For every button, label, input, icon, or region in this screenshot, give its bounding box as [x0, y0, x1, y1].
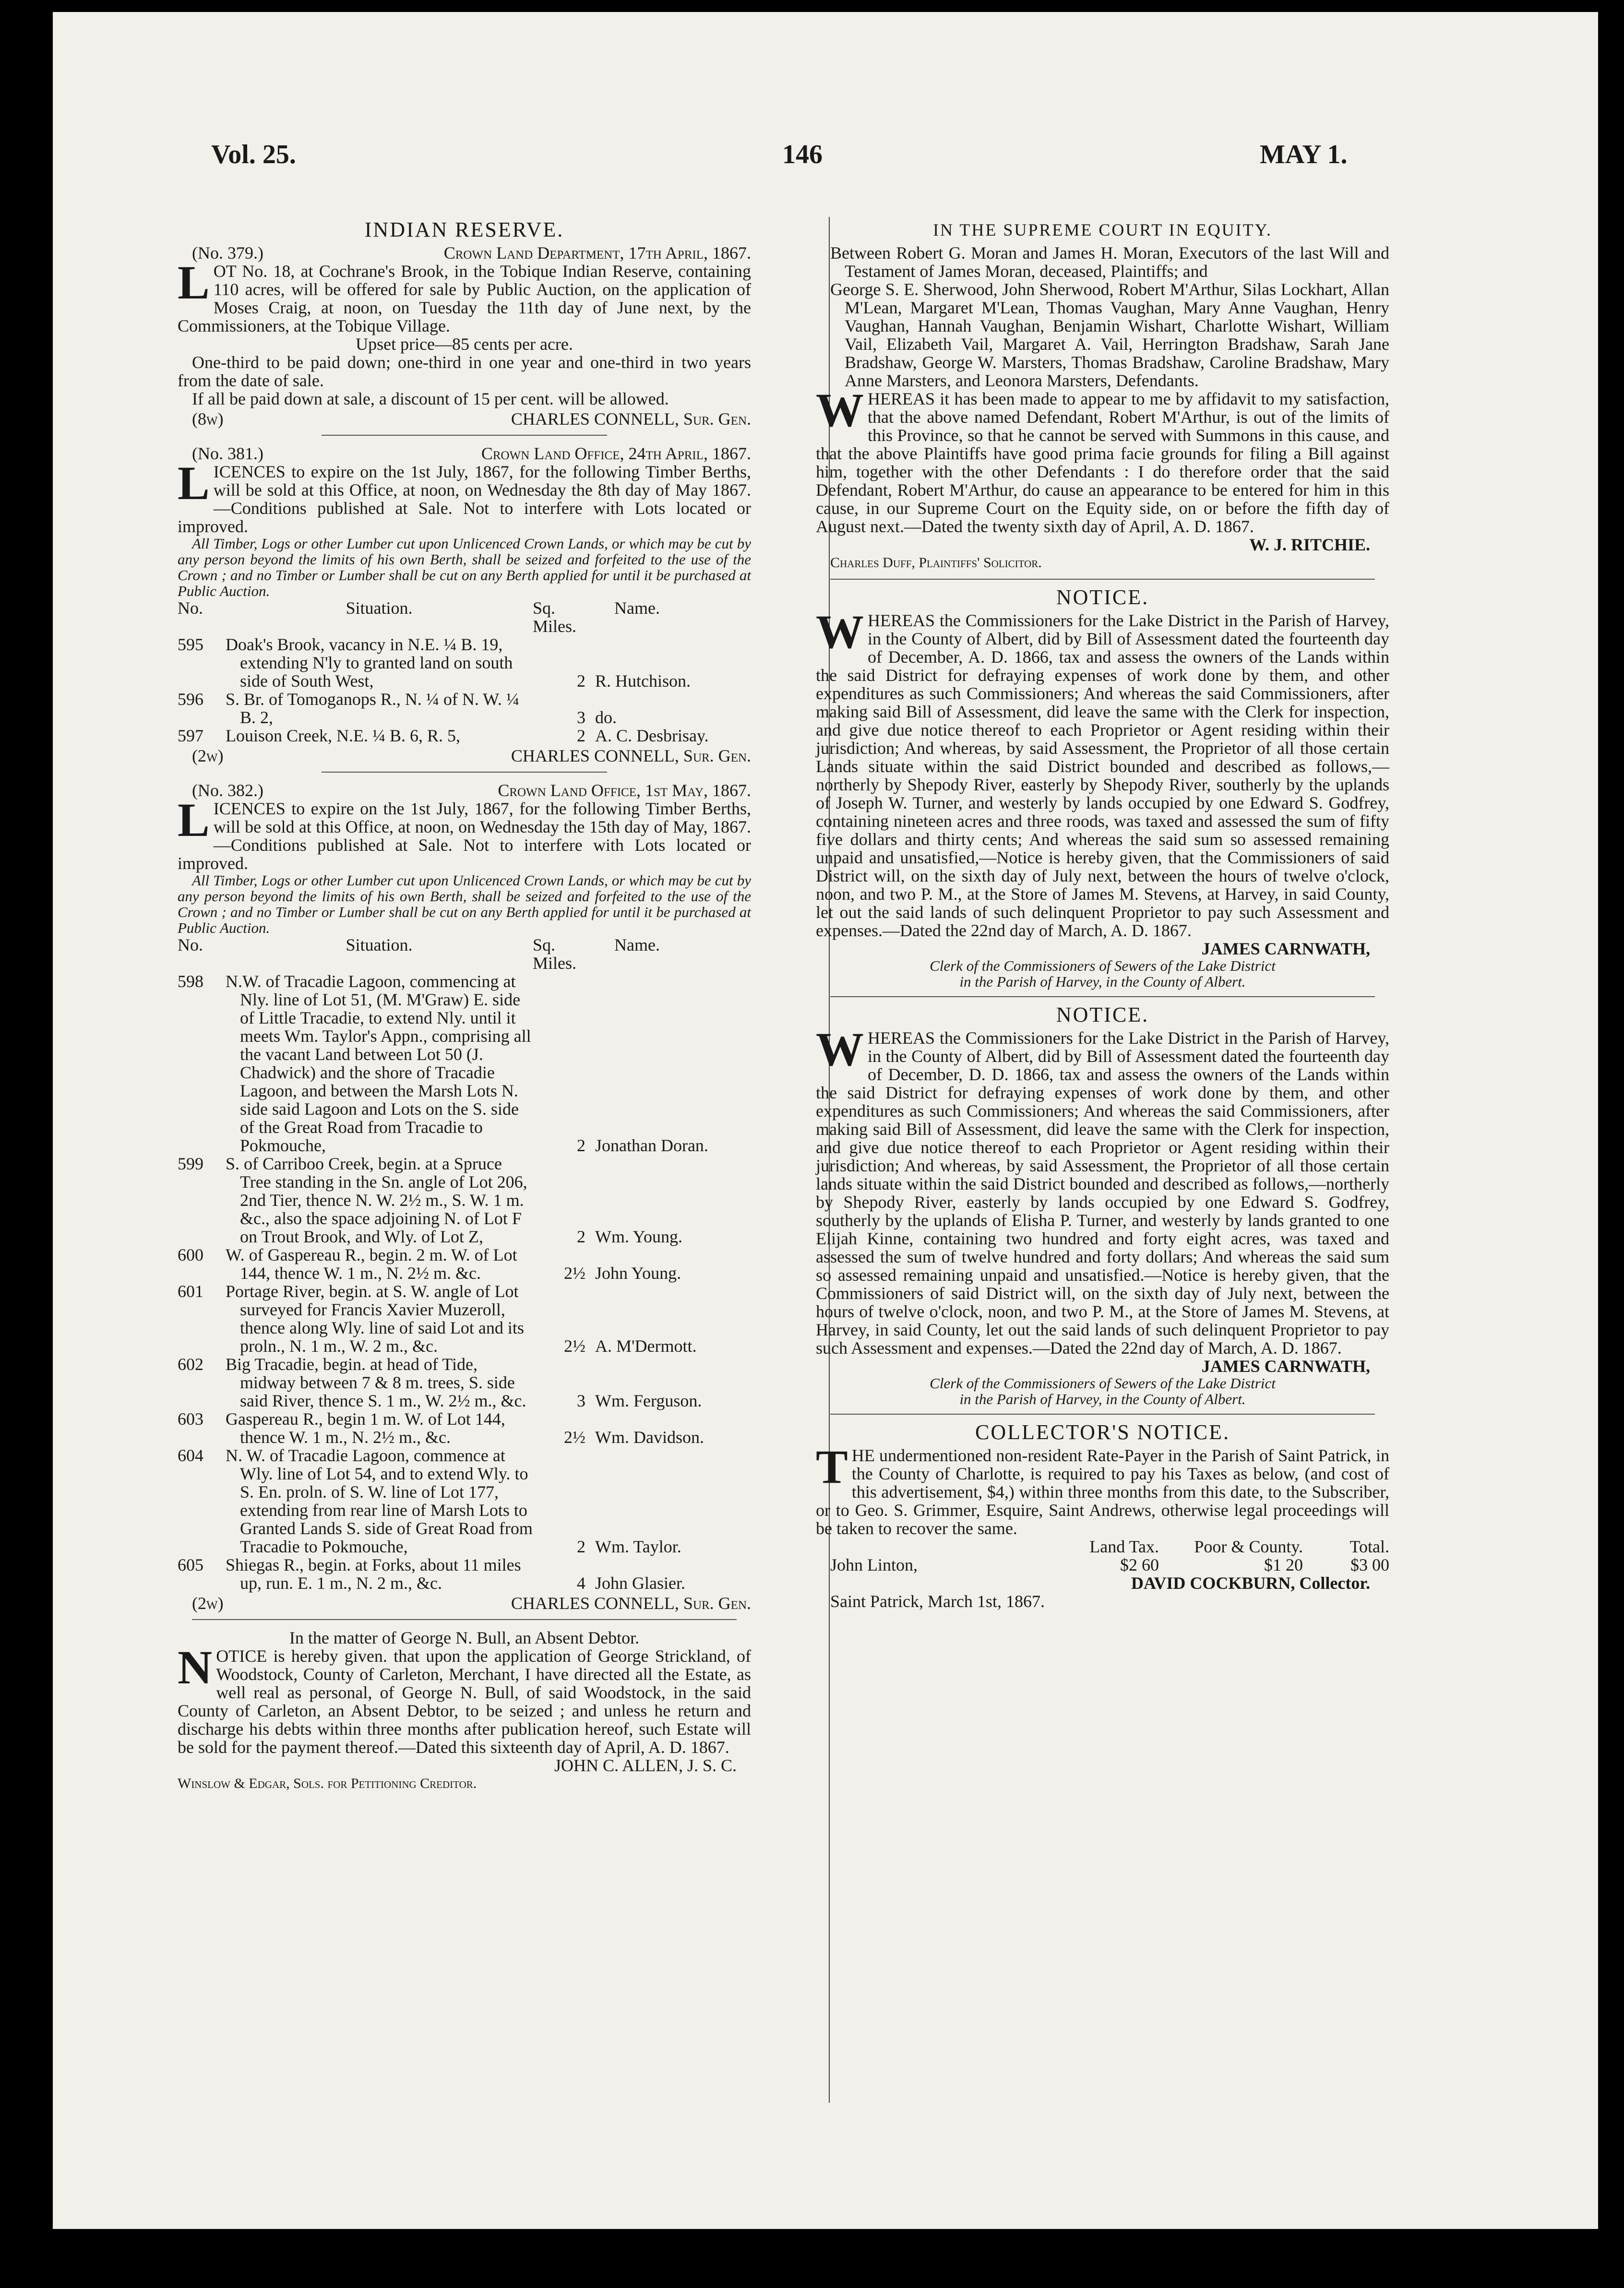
- table-header: [178, 936, 751, 972]
- applicant-name: Wm. Davidson.: [595, 1428, 704, 1447]
- drop-cap: L: [178, 793, 210, 846]
- berth-situation: S. of Carriboo Creek, begin. at a Spruce Tree standing in the Sn. angle of Lot 206, 2nd Tier, thence N. W. 2½ m., S. W. 1 m. &c., also the space adjoining N. of Lot F on Trout Brook, and Wly. of Lot Z,: [226, 1154, 527, 1246]
- notice-number: (No. 379.): [192, 243, 263, 262]
- body-text: HEREAS it has been made to appear to me by affidavit to my satisfaction, that the above named Defendant, Robert M'Arthur, is out of the limits of this Province, so that he cannot be served with Summons in this cause, and that the above Plaintiffs have good prima facie grounds for filing a Bill against him, together with the other Defendants : I do therefore order that the said Defendant, Robert M'Arthur, do cause an appearance to be entered for him in this cause, in our Supreme Court on the Equity side, on or before the fifth day of August next.—Dated the twenty sixth day of April, A. D. 1867.: [816, 389, 1389, 536]
- drop-cap: W: [816, 1023, 864, 1076]
- col-header: Sq. Miles.: [533, 598, 577, 636]
- berth-sq-miles: 3: [577, 708, 585, 727]
- col-header: No.: [178, 935, 203, 954]
- berth-sq-miles: 4: [577, 1573, 585, 1593]
- notice-number: (No. 381.): [192, 444, 263, 463]
- drop-cap: N: [178, 1641, 213, 1694]
- dateline: Saint Patrick, March 1st, 1867.: [830, 1592, 1045, 1611]
- upset-price: Upset price—85 cents per acre.: [356, 334, 573, 354]
- berth-situation: S. Br. of Tomoganops R., N. ¼ of N. W. ¼ B. 2,: [226, 690, 519, 727]
- table-row: [178, 1246, 751, 1282]
- berth-sq-miles: 2: [577, 1227, 585, 1246]
- plaintiffs: Between Robert G. Moran and James H. Moran, Executors of the last Will and Testament of James Moran, deceased, Plaintiffs; and: [830, 243, 1389, 281]
- absent-debtor-body: [178, 1641, 751, 1757]
- land-tax: $2 60: [1120, 1555, 1159, 1574]
- notice-title: NOTICE.: [1056, 585, 1149, 609]
- col-header: Total.: [1349, 1537, 1389, 1556]
- notice-office-date: Crown Land Department, 17th April, 1867.: [443, 243, 751, 262]
- signature: DAVID COCKBURN, Collector.: [1131, 1573, 1370, 1593]
- notice-number: (No. 382.): [192, 781, 263, 800]
- col-header: Poor & County.: [1194, 1537, 1303, 1556]
- absent-debtor-title: In the matter of George N. Bull, an Absent Debtor.: [289, 1628, 640, 1647]
- berth-number: 603: [178, 1409, 203, 1429]
- berth-number: 604: [178, 1446, 203, 1465]
- signature: W. J. RITCHIE.: [1249, 535, 1370, 554]
- applicant-name: do.: [595, 708, 617, 727]
- col-header: Situation.: [346, 935, 413, 954]
- applicant-name: A. M'Dermott.: [595, 1336, 697, 1356]
- clerk-title: Clerk of the Commissioners of Sewers of the Lake District: [930, 1375, 1276, 1392]
- berth-number: 601: [178, 1282, 203, 1301]
- page-number: 146: [782, 140, 823, 169]
- berth-situation: Big Tracadie, begin. at head of Tide, midway between 7 & 8 m. trees, S. side said River, thence S. 1 m., W. 2½ m., &c.: [226, 1355, 526, 1410]
- berth-number: 598: [178, 972, 203, 991]
- clerk-title: in the Parish of Harvey, in the County of Albert.: [959, 973, 1246, 990]
- signature-line: [178, 1594, 751, 1612]
- berth-sq-miles: 2: [577, 1537, 585, 1556]
- applicant-name: John Young.: [595, 1263, 681, 1283]
- berth-situation: Doak's Brook, vacancy in N.E. ¼ B. 19, extending N'ly to granted land on south side of South West,: [226, 635, 513, 691]
- ratepayer-name: John Linton,: [830, 1555, 918, 1574]
- section-rule: [322, 435, 607, 436]
- indian-reserve-title: INDIAN RESERVE.: [364, 218, 564, 241]
- applicant-name: John Glasier.: [595, 1573, 685, 1593]
- berth-situation: Louison Creek, N.E. ¼ B. 6, R. 5,: [226, 726, 460, 745]
- signature: JAMES CARNWATH,: [1201, 1357, 1370, 1376]
- berth-sq-miles: 2: [577, 726, 585, 745]
- body-text: HEREAS the Commissioners for the Lake District in the Parish of Harvey, in the County of Albert, did by Bill of Assessment dated the fourteenth day of December, A. D. 1866, tax and assess the owners of the Lands within the said District for defraying expenses of work done by them, and other expenditures as such Commissioners; And whereas the said Commissioners, after making said Bill of Assessment, did leave the same with the Clerk for inspection, and give due notice thereof to each Proprietor or Agent residing within their jurisdiction; And whereas, by said Assessment, the Proprietor of all those certain Lands situate within the said District bounded and described as follows,—northerly by Shepody River, easterly by Shepody River, southerly by the uplands of Joseph W. Turner, and westerly by lands occupied by one Edward S. Godfrey, containing nineteen acres and three roods, was taxed and assessed the sum of fifty five dollars and thirty cents; And whereas the said sum so assessed remaining unpaid and unsatisfied,—Notice is hereby given, that the Commissioners of said District will, on the sixth day of July next, between the hours of twelve o'clock, noon, and two P. M., at the Store of James M. Stevens, at Harvey, in said County, let out the said lands of such delinquent Proprietor to pay such Assessment and expenses.—Dated the 22nd day of March, A. D. 1867.: [816, 611, 1389, 940]
- notice-body: [816, 1023, 1389, 1358]
- col-header: No.: [178, 598, 203, 618]
- berth-situation: Portage River, begin. at S. W. angle of Lot surveyed for Francis Xavier Muzeroll, thence along Wly. line of said Lot and its proln., N. 1 m., W. 2 m., &c.: [226, 1282, 524, 1356]
- section-rule: [192, 1619, 737, 1620]
- col-header: Name.: [614, 935, 660, 954]
- table-row: [178, 727, 751, 745]
- table-row: [178, 1446, 751, 1556]
- signature: CHARLES CONNELL, Sur. Gen.: [511, 409, 751, 429]
- tax-table-header: [816, 1537, 1389, 1556]
- signature: CHARLES CONNELL, Sur. Gen.: [511, 1594, 751, 1613]
- berth-number: 605: [178, 1555, 203, 1574]
- berth-table: [178, 972, 751, 1592]
- table-row: [178, 1410, 751, 1446]
- table-row: [816, 1556, 1389, 1574]
- berth-situation: W. of Gaspereau R., begin. 2 m. W. of Lot 144, thence W. 1 m., N. 2½ m. &c.: [226, 1245, 517, 1283]
- table-header: [178, 599, 751, 635]
- notice-title: NOTICE.: [1056, 1003, 1149, 1026]
- timber-warning: All Timber, Logs or other Lumber cut upon Unlicenced Crown Lands, or which may be cut by any person beyond the limits of his own Berth, shall be seized and forfeited to the use of the Crown ; and no Timber or Lumber shall be cut on any Berth applied for until it be purchased at Public Auction.: [178, 872, 751, 936]
- poor-county-tax: $1 20: [1264, 1555, 1303, 1574]
- applicant-name: Wm. Young.: [595, 1227, 683, 1246]
- issue-date: MAY 1.: [1260, 140, 1348, 169]
- drop-cap: L: [178, 456, 210, 510]
- body-text: OTICE is hereby given. that upon the application of George Strickland, of Woodstock, County of Carleton, Merchant, I have directed all the Estate, as well real as personal, of George N. Bull, of said Woodstock, in the said County of Carleton, an Absent Debtor, to be seized ; and unless he return and discharge his debts within three months after publication hereof, such Estate will be sold for the payment thereof.—Dated this sixteenth day of April, A. D. 1867.: [178, 1646, 751, 1757]
- insertion-code: (2w): [192, 1594, 224, 1613]
- berth-sq-miles: 2½: [564, 1263, 585, 1283]
- signature-line: [178, 747, 751, 765]
- col-header: Land Tax.: [1089, 1537, 1159, 1556]
- body-text: HE undermentioned non-resident Rate-Payer in the Parish of Saint Patrick, in the County of Charlotte, is required to pay his Taxes as below, (and cost of this advertisement, $4,) within three months from this date, to the Subscriber, or to Geo. S. Grimmer, Esquire, Saint Andrews, otherwise legal proceedings will be taken to recover the same.: [816, 1446, 1389, 1538]
- timber-warning: All Timber, Logs or other Lumber cut upon Unlicenced Crown Lands, or which may be cut by any person beyond the limits of his own Berth, shall be seized and forfeited to the use of the Crown ; and no Timber or Lumber shall be cut on any Berth applied for until it be purchased at Public Auction.: [178, 535, 751, 599]
- berth-number: 600: [178, 1245, 203, 1264]
- solicitor: Charles Duff, Plaintiffs' Solicitor.: [830, 555, 1042, 571]
- table-row: [178, 1282, 751, 1355]
- table-row: [178, 635, 751, 690]
- col-header: Situation.: [346, 598, 413, 618]
- berth-number: 597: [178, 726, 203, 745]
- berth-sq-miles: 2: [577, 1136, 585, 1155]
- insertion-code: (8w): [192, 409, 224, 429]
- licence-body: [178, 793, 751, 873]
- notice-ref: [192, 444, 751, 463]
- drop-cap: L: [178, 256, 210, 309]
- berth-situation: Shiegas R., begin. at Forks, about 11 miles up, run. E. 1 m., N. 2 m., &c.: [226, 1555, 521, 1593]
- left-column: [178, 218, 751, 1793]
- equity-body: [816, 383, 1389, 536]
- signature: CHARLES CONNELL, Sur. Gen.: [511, 746, 751, 765]
- clerk-title: in the Parish of Harvey, in the County of Albert.: [959, 1391, 1246, 1407]
- table-row: [178, 1355, 751, 1410]
- body-text: OT No. 18, at Cochrane's Brook, in the Tobique Indian Reserve, containing 110 acres, will be offered for sale by Public Auction, on the application of Moses Craig, at noon, on Tuesday the 11th day of June next, by the Commissioners, at the Tobique Village.: [178, 262, 751, 335]
- licence-body: [178, 456, 751, 536]
- applicant-name: R. Hutchison.: [595, 671, 691, 691]
- signature: JOHN C. ALLEN, J. S. C.: [554, 1756, 737, 1775]
- berth-table: [178, 635, 751, 745]
- drop-cap: W: [816, 605, 864, 658]
- applicant-name: Jonathan Doran.: [595, 1136, 708, 1155]
- applicant-name: Wm. Taylor.: [595, 1537, 681, 1556]
- solicitors: Winslow & Edgar, Sols. for Petitioning Creditor.: [178, 1776, 477, 1791]
- applicant-name: A. C. Desbrisay.: [595, 726, 709, 745]
- volume-number: Vol. 25.: [211, 140, 296, 169]
- drop-cap: W: [816, 383, 864, 437]
- body-text: ICENCES to expire on the 1st July, 1867, for the following Timber Berths, will be sold at this Office, at noon, on Wednesday the 15th day of May, 1867.—Conditions published at Sale. Not to interfere with Lots located or improved.: [178, 799, 751, 873]
- berth-situation: N. W. of Tracadie Lagoon, commence at Wly. line of Lot 54, and to extend Wly. to S. En. proln. of S. W. line of Lot 177, extending from rear line of Marsh Lots to Granted Lands S. side of Great Road from Tracadie to Pokmouche,: [226, 1446, 533, 1556]
- berth-sq-miles: 3: [577, 1391, 585, 1410]
- section-rule: [830, 1414, 1375, 1415]
- insertion-code: (2w): [192, 746, 224, 765]
- berth-sq-miles: 2: [577, 671, 585, 691]
- col-header: [816, 1537, 1053, 1556]
- indian-reserve-body: [178, 256, 751, 335]
- table-row: [178, 972, 751, 1155]
- defendants: George S. E. Sherwood, John Sherwood, Robert M'Arthur, Silas Lockhart, Allan M'Lean, Margaret M'Lean, Thomas Vaughan, Mary Anne Vaughan, Henry Vaughan, Hannah Vaughan, Benjamin Wishart, Charlotte Wishart, William Vail, Elizabeth Vail, Margaret A. Vail, Herrington Bradshaw, Sarah Jane Bradshaw, George W. Marsters, Thomas Bradshaw, Caroline Bradshaw, Mary Anne Marsters, and Leonora Marsters, Defendants.: [830, 280, 1389, 390]
- body-text: HEREAS the Commissioners for the Lake District in the Parish of Harvey, in the County of Albert, did by Bill of Assessment dated the fourteenth day of December, D. D. 1866, tax and assess the owners of the Lands within the said District for defraying expenses of work done by them, and other expenditures as such Commissioners; And whereas the said Commissioners, after making said Bill of Assessment, did leave the same with the Clerk for inspection, and give due notice thereof to each Proprietor or Agent residing within their jurisdiction; And whereas, by said Assessment, the Proprietor of all those certain lands situate within the said District bounded and described as follows,—northerly by Shepody River, easterly by lands occupied by one Edward S. Godfrey, southerly by the uplands of Elisha P. Turner, and westerly by lands granted to one Elijah Kinne, containing two hundred and forty eight acres, was taxed and assessed the sum of twelve hundred and forty dollars; And whereas the said sum so assessed remaining unpaid and unsatisfied.—Notice is hereby given, that the Commissioners of said District will, on the sixth day of July next, between the hours of twelve o'clock, noon, and two P. M., at the Store of James M. Stevens, at Harvey, in said County, let out the said lands of such delinquent Proprietor to pay such Assessment and expenses.—Dated the 22nd day of March, A. D. 1867.: [816, 1028, 1389, 1358]
- berth-situation: N.W. of Tracadie Lagoon, commencing at Nly. line of Lot 51, (M. M'Graw) E. side of Little Tracadie, to extend Nly. until it meets Wm. Taylor's Appn., comprising all the vacant Land between Lot 50 (J. Chadwick) and the shore of Tracadie Lagoon, and between the Marsh Lots N. side said Lagoon and Lots on the S. side of the Great Road from Tracadie to Pokmouche,: [226, 972, 531, 1155]
- notice-office-date: Crown Land Office, 24th April, 1867.: [481, 444, 751, 463]
- equity-title: IN THE SUPREME COURT IN EQUITY.: [933, 220, 1272, 239]
- section-rule: [830, 996, 1375, 997]
- drop-cap: T: [816, 1440, 848, 1493]
- notice-office-date: Crown Land Office, 1st May, 1867.: [498, 781, 751, 800]
- table-row: [178, 1556, 751, 1592]
- col-header: Name.: [614, 598, 660, 618]
- applicant-name: Wm. Ferguson.: [595, 1391, 702, 1410]
- table-row: [178, 1155, 751, 1246]
- section-rule: [322, 772, 607, 773]
- signature: JAMES CARNWATH,: [1201, 939, 1370, 958]
- total-tax: $3 00: [1350, 1555, 1389, 1574]
- right-column: [816, 221, 1389, 1610]
- notice-ref: [192, 781, 751, 799]
- berth-number: 602: [178, 1355, 203, 1374]
- collector-title: COLLECTOR'S NOTICE.: [975, 1420, 1230, 1444]
- paragraph: One-third to be paid down; one-third in one year and one-third in two years from the date of sale.: [178, 353, 751, 390]
- section-rule: [830, 579, 1375, 580]
- collector-body: [816, 1440, 1389, 1538]
- notice-ref: [192, 244, 751, 262]
- berth-sq-miles: 2½: [564, 1336, 585, 1356]
- paragraph: If all be paid down at sale, a discount of 15 per cent. will be allowed.: [192, 389, 669, 408]
- clerk-title: Clerk of the Commissioners of Sewers of the Lake District: [930, 957, 1276, 974]
- signature-line: [178, 410, 751, 428]
- berth-number: 595: [178, 635, 203, 654]
- notice-body: [816, 605, 1389, 940]
- berth-number: 599: [178, 1154, 203, 1173]
- berth-number: 596: [178, 690, 203, 709]
- table-row: [178, 690, 751, 727]
- berth-situation: Gaspereau R., begin 1 m. W. of Lot 144, thence W. 1 m., N. 2½ m., &c.: [226, 1409, 505, 1447]
- berth-sq-miles: 2½: [564, 1428, 585, 1447]
- col-header: Sq. Miles.: [533, 935, 577, 973]
- body-text: ICENCES to expire on the 1st July, 1867, for the following Timber Berths, will be sold at this Office, at noon, on Wednesday the 8th day of May 1867.—Conditions published at Sale. Not to interfere with Lots located or improved.: [178, 462, 751, 536]
